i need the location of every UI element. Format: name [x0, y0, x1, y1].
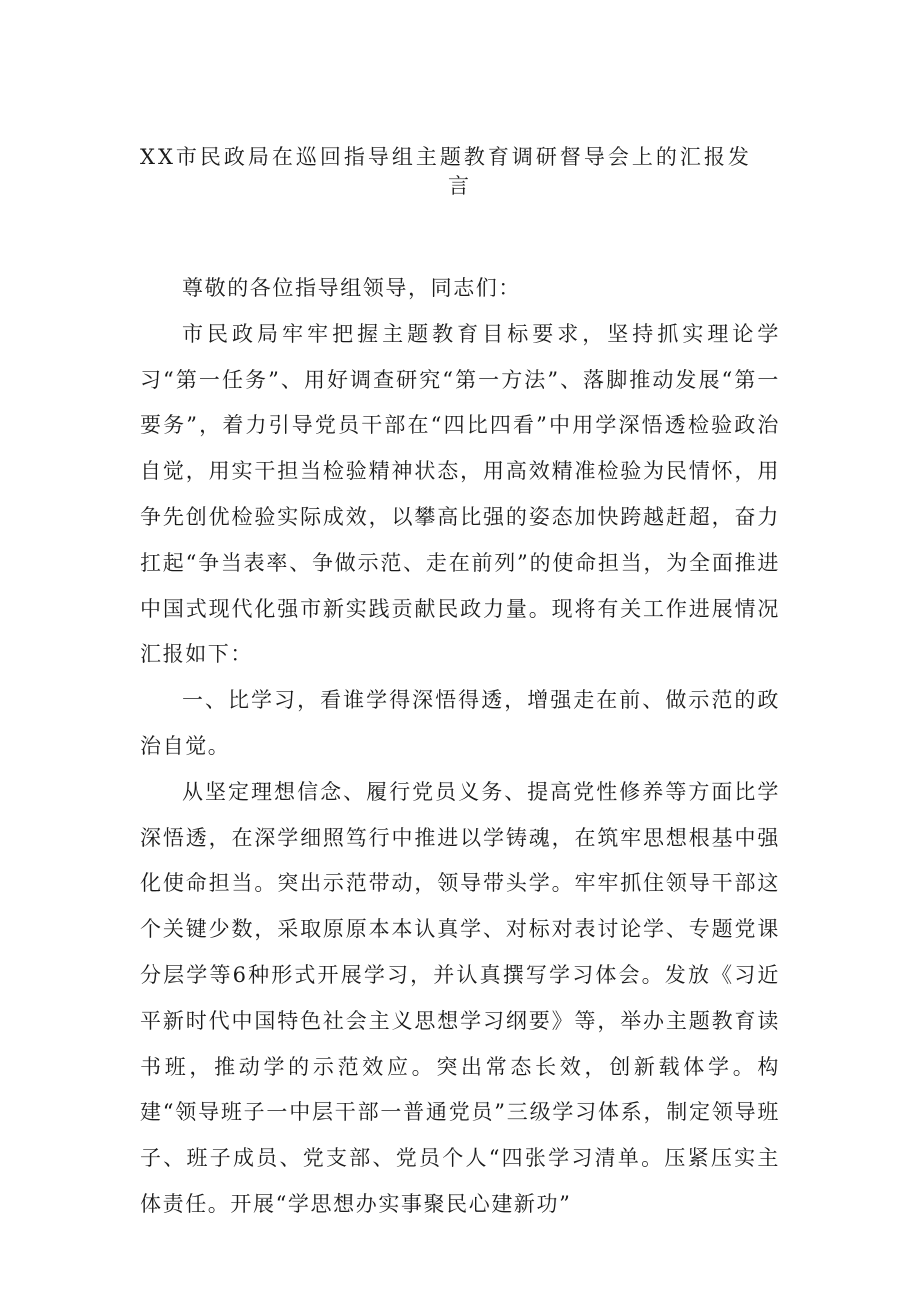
- section-body-paragraph: 从坚定理想信念、履行党员义务、提高党性修养等方面比学深悟透，在深学细照笃行中推进以学铸魂，在筑牢思想根基中强化使命担当。突出示范带动，领导带头学。牢牢抓住领导干部这个关键少数，采取原原本本认真学、对标对表讨论学、专题党课分层学等6种形式开展学习，并认真撰写学习体会。发放《习近平新时代中国特色社会主义思想学习纲要》等，举办主题教育读书班，推动学的示范效应。突出常态长效，创新载体学。构建“领导班子一中层干部一普通党员”三级学习体系，制定领导班子、班子成员、党支部、党员个人“四张学习清单。压紧压实主体责任。开展“学思想办实事聚民心建新功”: [140, 779, 780, 1216]
- salutation-paragraph: 尊敬的各位指导组领导，同志们：: [182, 276, 521, 300]
- intro-paragraph: 市民政局牢牢把握主题教育目标要求，坚持抓实理论学习“第一任务”、用好调查研究“第一方法”、落脚推动发展“第一要务”，着力引导党员干部在“四比四看”中用学深悟透检验政治自觉，用实干担当检验精神状态，用高效精准检验为民情怀，用争先创优检验实际成效，以攀高比强的姿态加快跨越赶超，奋力扛起“争当表率、争做示范、走在前列”的使命担当，为全面推进中国式现代化强市新实践贡献民政力量。现将有关工作进展情况汇报如下：: [140, 321, 780, 667]
- document-title-line-2: 言: [448, 174, 472, 198]
- document-title-line-1: XX市民政局在巡回指导组主题教育调研督导会上的汇报发: [140, 145, 752, 169]
- document-body: [140, 266, 780, 1228]
- section-heading-paragraph: 一、比学习，看谁学得深悟得透，增强走在前、做示范的政治自觉。: [140, 688, 780, 758]
